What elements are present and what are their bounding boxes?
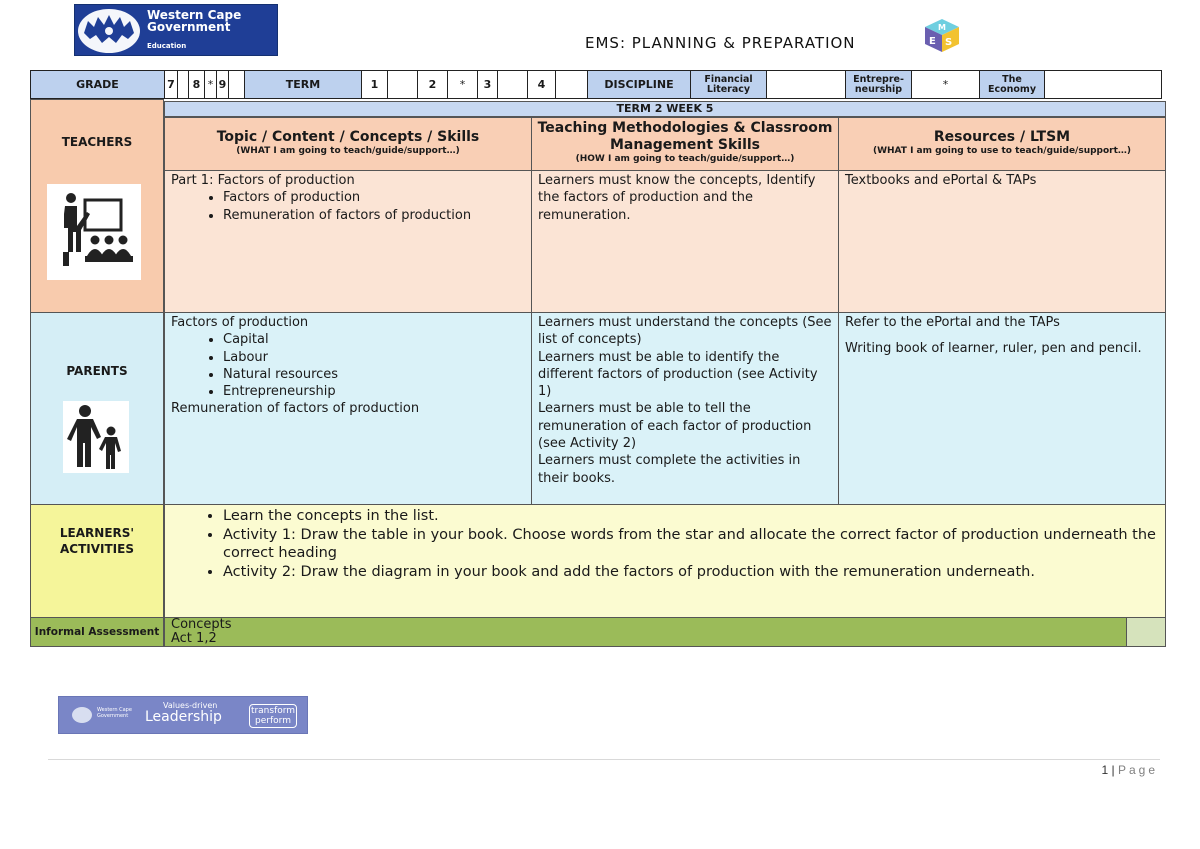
- logo-line-2: Government: [147, 20, 231, 34]
- assessment-cell: [164, 617, 1127, 647]
- list-item: • Remuneration of factors of production: [223, 207, 525, 224]
- resources-column-subtitle: (WHAT I am going to use to teach/guide/support…): [872, 146, 1132, 156]
- teachers-label: TEACHERS: [61, 135, 133, 149]
- term-label: TERM: [245, 71, 362, 98]
- grade-label: GRADE: [31, 71, 165, 98]
- parents-method-line: Learners must be able to identify the different factors of production (see Activity 1): [538, 349, 818, 400]
- parents-label-cell: [30, 312, 164, 505]
- topic-column-title: Topic / Content / Concepts / Skills: [216, 129, 480, 145]
- planning-table: [30, 99, 1166, 647]
- svg-text:E: E: [929, 36, 936, 47]
- logo-line-3: Education: [147, 42, 187, 50]
- page-separator: |: [1108, 763, 1118, 777]
- teachers-method-cell: [531, 170, 839, 313]
- term-week-heading: TERM 2 WEEK 5: [164, 101, 1166, 117]
- parents-method-line: Learners must be able to tell the remuneration of each factor of production (see Activity 2): [538, 401, 812, 452]
- list-item: • Natural resources: [223, 366, 525, 383]
- resources-column-title: Resources / LTSM: [933, 129, 1071, 145]
- teachers-topic-cell: [164, 170, 532, 313]
- grade-9: 9: [217, 71, 229, 98]
- grade-9-mark: [229, 71, 245, 98]
- banner-emblem-icon: [71, 706, 93, 724]
- parents-method-cell: [531, 312, 839, 505]
- teachers-topic-list: [171, 189, 525, 224]
- list-item: • Factors of production: [223, 189, 525, 206]
- banner-main-text: Leadership: [145, 709, 222, 725]
- list-item: • Activity 1: Draw the table in your book. Choose words from the star and allocate the correct factor of production underneath the correct heading: [223, 526, 1159, 563]
- assessment-line-2: Act 1,2: [171, 631, 217, 646]
- parents-resources-cell: [838, 312, 1166, 505]
- the-economy-mark: [1045, 71, 1113, 98]
- assessment-empty-cell: [1126, 617, 1166, 647]
- list-item: • Learn the concepts in the list.: [223, 507, 1159, 526]
- grade-7: 7: [165, 71, 178, 98]
- leadership-banner: [58, 696, 308, 734]
- page-number-value: 1: [1101, 763, 1109, 777]
- parents-topic-intro: Factors of production: [171, 315, 309, 330]
- parents-method-line: Learners must understand the concepts (See list of concepts): [538, 315, 832, 348]
- learners-label-cell: [30, 504, 164, 618]
- learners-activities-cell: [164, 504, 1166, 618]
- parents-label: PARENTS: [66, 364, 128, 378]
- assessment-label-cell: [30, 617, 164, 647]
- topic-column-header: [164, 117, 532, 171]
- grade-8: 8: [189, 71, 205, 98]
- parents-resources-line-2: Writing book of learner, ruler, pen and pencil.: [845, 341, 1142, 357]
- financial-literacy-mark: [767, 71, 846, 98]
- methodology-column-header: [531, 117, 839, 171]
- western-cape-government-logo: [74, 4, 278, 56]
- teacher-presenting-icon: [47, 184, 141, 280]
- term-4: 4: [528, 71, 556, 98]
- footer-divider: [48, 759, 1160, 760]
- term-3: 3: [478, 71, 498, 98]
- term-2: 2: [418, 71, 448, 98]
- topic-column-subtitle: (WHAT I am going to teach/guide/support…): [236, 146, 460, 156]
- discipline-entrepreneurship: Entrepre-neurship: [846, 71, 912, 98]
- banner-small-text: Western Cape Government: [97, 707, 132, 719]
- discipline-label: DISCIPLINE: [588, 71, 691, 98]
- teachers-resources-text: Textbooks and ePortal & TAPs: [845, 173, 1037, 188]
- list-item: • Labour: [223, 349, 525, 366]
- informal-assessment-label: Informal Assessment: [34, 626, 160, 638]
- term-2-mark: *: [448, 71, 478, 98]
- term-3-mark: [498, 71, 528, 98]
- discipline-financial-literacy: Financial Literacy: [691, 71, 767, 98]
- methodology-column-subtitle: (HOW I am going to teach/guide/support…): [575, 154, 795, 164]
- learners-activities-list: [171, 507, 1159, 581]
- parents-topic-list: [171, 331, 525, 400]
- parents-topic-outro: Remuneration of factors of production: [171, 401, 420, 417]
- list-item: • Entrepreneurship: [223, 383, 525, 400]
- teachers-topic-intro: Part 1: Factors of production: [171, 173, 355, 188]
- teachers-resources-cell: [838, 170, 1166, 313]
- page-word: Page: [1117, 763, 1158, 777]
- parents-topic-cell: [164, 312, 532, 505]
- parent-child-icon: [63, 401, 129, 473]
- svg-text:M: M: [938, 23, 946, 32]
- banner-tag: Values-driven: [163, 701, 218, 710]
- list-item: • Capital: [223, 331, 525, 348]
- list-item: • Activity 2: Draw the diagram in your book and add the factors of production with the remuneration underneath.: [223, 563, 1159, 582]
- page-number: [1101, 763, 1158, 777]
- parents-method-line: Learners must complete the activities in their books.: [538, 453, 801, 486]
- learners-activities-label: LEARNERS' ACTIVITIES: [59, 526, 135, 556]
- term-1: 1: [362, 71, 388, 98]
- page-title: EMS: PLANNING & PREPARATION: [585, 34, 856, 52]
- parents-resources-line-1: Refer to the ePortal and the TAPs: [845, 315, 1060, 330]
- grade-term-discipline-row: [30, 70, 1162, 99]
- grade-8-mark: *: [205, 71, 217, 98]
- term-1-mark: [388, 71, 418, 98]
- svg-text:S: S: [945, 37, 953, 48]
- coat-of-arms-icon: [78, 9, 140, 53]
- term-4-mark: [556, 71, 588, 98]
- logo-line-1: Western Cape: [147, 8, 242, 22]
- discipline-the-economy: The Economy: [980, 71, 1045, 98]
- grade-7-mark: [178, 71, 189, 98]
- banner-box-text: transform perform: [250, 706, 296, 726]
- resources-column-header: [838, 117, 1166, 171]
- methodology-column-title: Teaching Methodologies & Classroom Management Skills: [537, 120, 833, 153]
- assessment-line-1: Concepts: [171, 617, 232, 632]
- entrepreneurship-mark: *: [912, 71, 980, 98]
- ems-cube-logo-icon: [922, 17, 962, 53]
- teachers-label-cell: [30, 99, 164, 313]
- teachers-method-text: Learners must know the concepts, Identify the factors of production and the remuneration.: [538, 173, 816, 223]
